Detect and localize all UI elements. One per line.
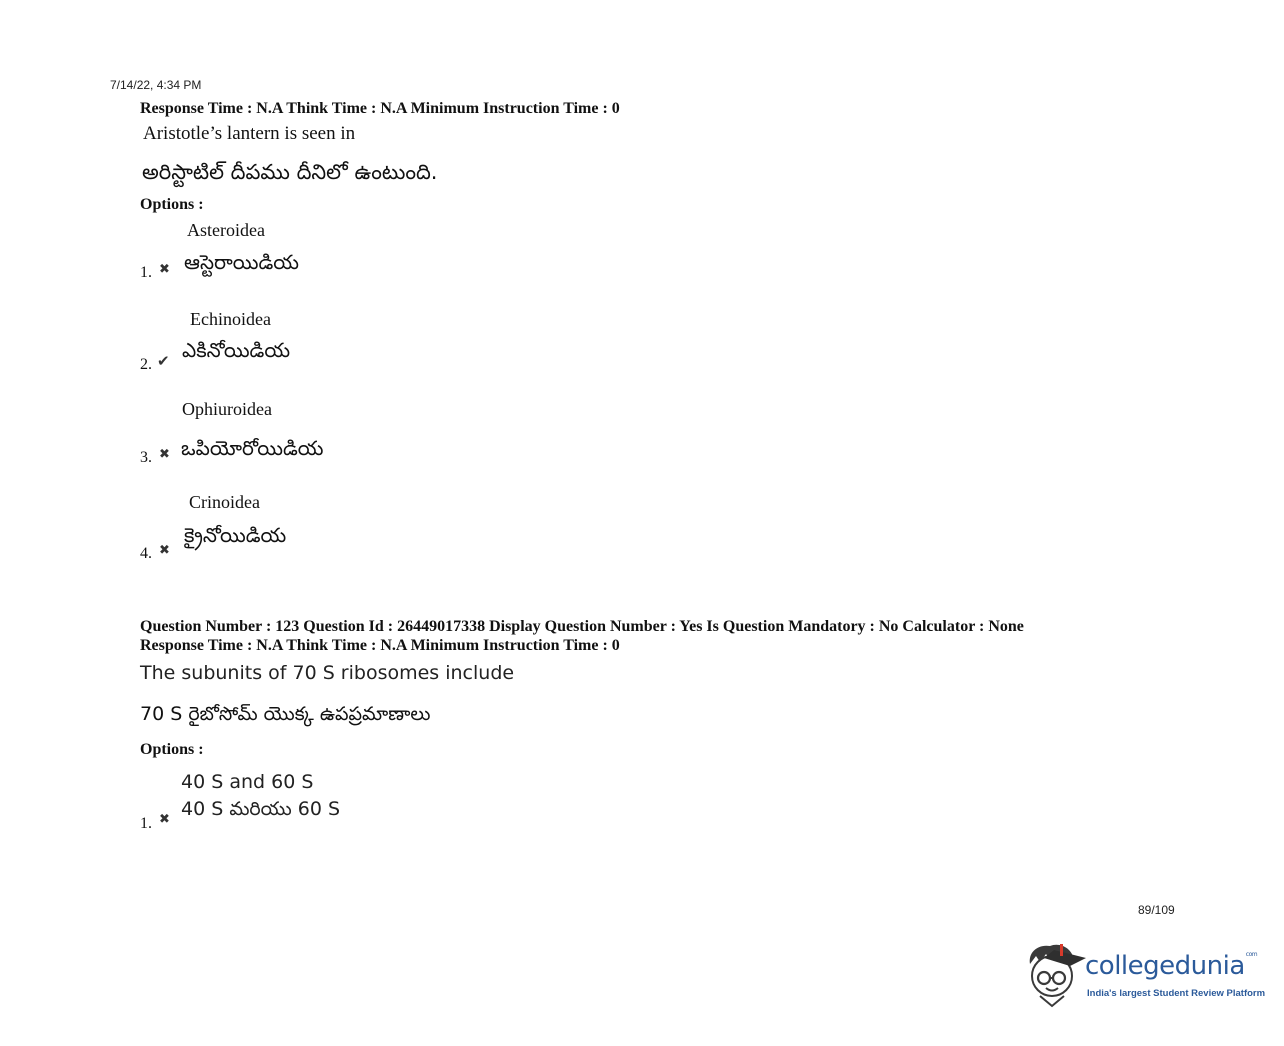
logo-wordmark-text: collegedunia [1085,951,1245,981]
logo-mascot-icon [1024,940,1086,1013]
q1-options-label: Options : [140,196,204,213]
q1-option-4-text-te: క్రైనోయిడియ [184,523,287,547]
q2-option-1-number: 1. [140,815,152,832]
q1-question-text-te: అరిస్టాటిల్ దీపము దీనిలో ఉంటుంది. [142,160,438,184]
q1-question-text-en: Aristotle’s lantern is seen in [143,123,356,144]
q2-option-1-text-te: 40 S మరియు 60 S [181,798,341,820]
q1-option-1-text-te: ఆస్టెరాయిడియ [184,250,299,274]
cross-icon: ✖ [159,447,170,462]
q1-option-3-text-en: Ophiuroidea [182,399,272,419]
q1-response-time-line: Response Time : N.A Think Time : N.A Minimum Instruction Time : 0 [140,100,620,117]
q2-question-text-te: 70 S రైబోసోమ్ యొక్క ఉపప్రమాణాలు [140,703,431,725]
cross-icon: ✖ [159,262,170,277]
q1-option-4-number: 4. [140,545,152,562]
print-timestamp: 7/14/22, 4:34 PM [110,78,202,92]
cross-icon: ✖ [159,543,170,558]
q1-option-2-text-en: Echinoidea [190,309,271,329]
q1-option-1-number: 1. [140,264,152,281]
logo-tagline: India's largest Student Review Platform [1087,988,1266,999]
q2-question-text-en: The subunits of 70 S ribosomes include [140,662,515,684]
q1-option-3-text-te: ఒపియోరోయిడియ [181,436,324,460]
q1-option-1-text-en: Asteroidea [187,220,265,240]
logo-wordmark [1085,951,1257,981]
q2-option-1-text-en: 40 S and 60 S [181,771,314,793]
q1-option-4-text-en: Crinoidea [189,492,260,512]
cross-icon: ✖ [159,812,170,827]
q1-option-2-text-te: ఎకినోయిడియ [182,338,291,362]
page-number: 89/109 [1138,903,1175,917]
q2-options-label: Options : [140,741,204,758]
q1-option-3-number: 3. [140,449,152,466]
q1-option-2-number: 2. [140,356,152,373]
q2-question-meta-line: Question Number : 123 Question Id : 26449017338 Display Question Number : Yes Is Question Mandatory : No Calculator : None [140,618,1024,635]
logo-wordmark-suffix: com [1245,951,1258,958]
checkmark-icon: ✔ [157,352,170,370]
q2-response-time-line: Response Time : N.A Think Time : N.A Minimum Instruction Time : 0 [140,637,620,654]
